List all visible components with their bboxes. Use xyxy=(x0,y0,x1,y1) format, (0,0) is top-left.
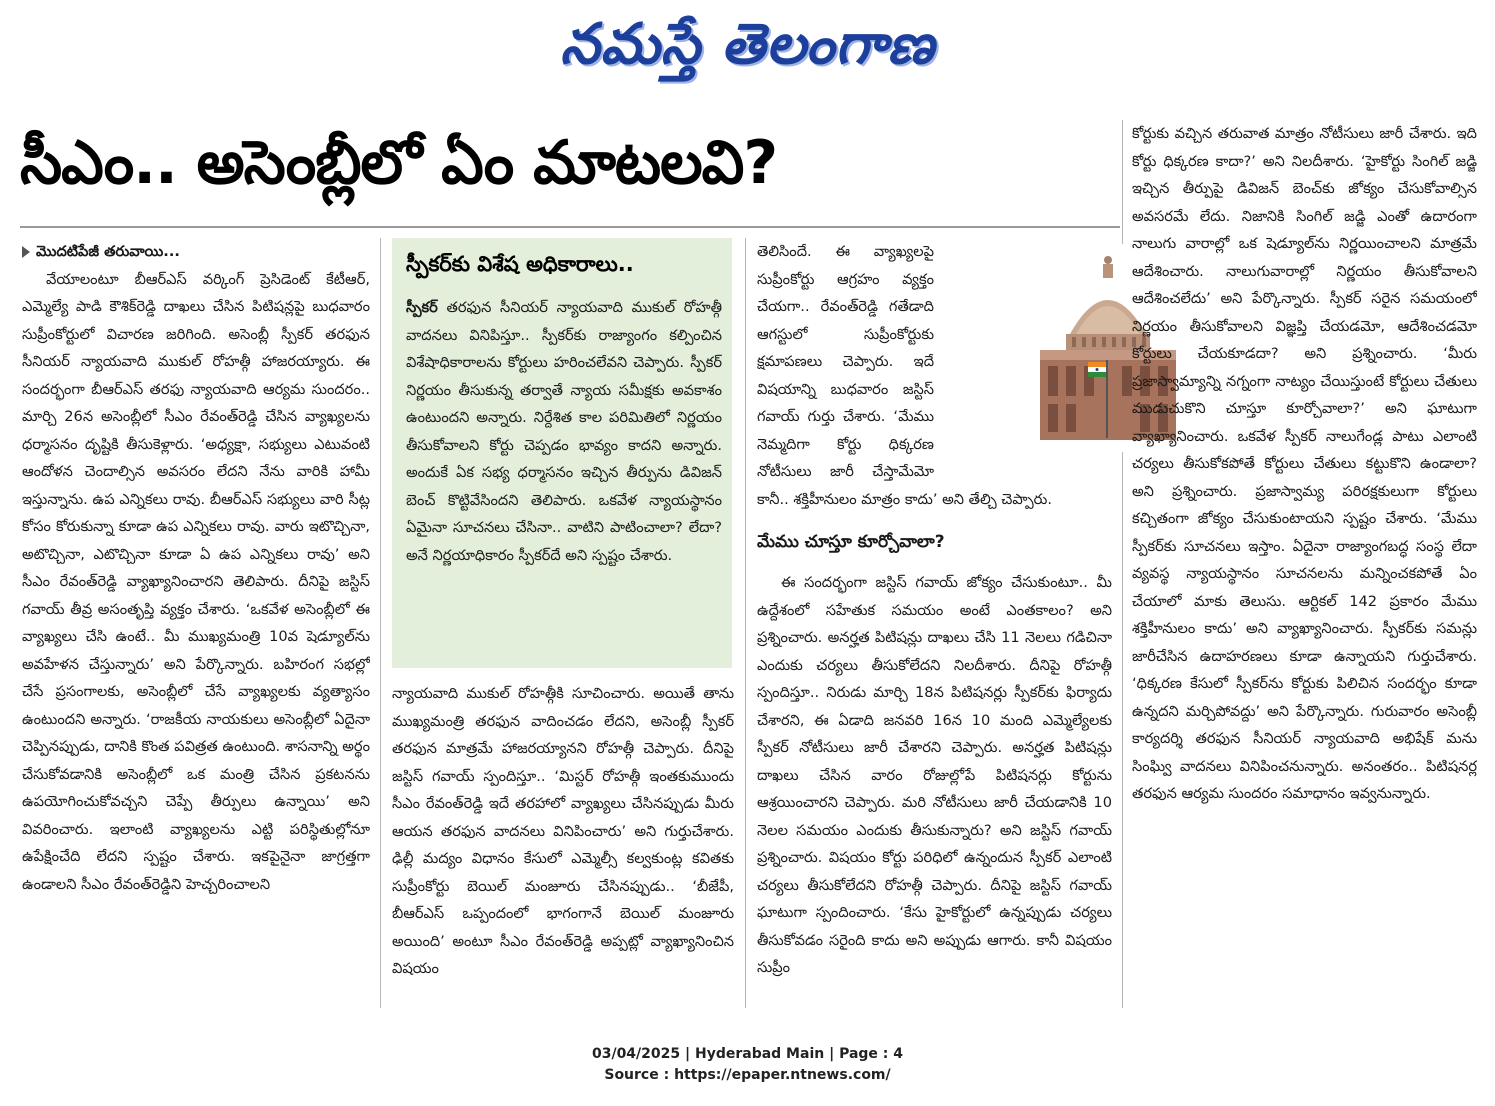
triangle-arrow-icon xyxy=(22,246,30,258)
boxout-paragraph xyxy=(406,294,722,569)
headline-rule xyxy=(20,226,1120,228)
newspaper-logo: నమస్తే తెలంగాణ xyxy=(560,11,935,77)
continuation-kicker xyxy=(22,238,370,266)
page-footer xyxy=(0,1044,1495,1086)
article-paragraph: వేయాలంటూ బీఆర్ఎస్ వర్కింగ్ ప్రెసిడెంట్ కేటీఆర్, ఎమ్మెల్యే పాడి కౌశిక్‌రెడ్డి దాఖలు చేసిన పిటిషన్లపై బుధవారం సుప్రీంకోర్టులో విచారణ జరిగింది. అసెంబ్లీ స్పీకర్ తరఫున సీనియర్ న్యాయవాది ముకుల్ రోహత్గీ హాజరయ్యారు. ఈ సందర్భంగా బీఆర్ఎస్ తరఫు న్యాయవాది ఆర్యమ సుందరం.. మార్చి 26న అసెంబ్లీలో సీఎం రేవంత్‌రెడ్డి చేసిన వ్యాఖ్యలను ధర్మాసనం దృష్టికి తీసుకెళ్లారు. ‘అధ్యక్షా, సభ్యులు ఎటువంటి ఆందోళన చెందాల్సిన అవసరం లేదని నేను వారికి హామీ ఇస్తున్నాను. ఉప ఎన్నికలు రావు. బీఆర్ఎస్ సభ్యులు వారి సీట్ల కోసం కోరుకున్నా కూడా ఉప ఎన్నికలు రావు. వారు ఇటొచ్చినా, అటొచ్చినా, ఎటొచ్చినా కూడా ఏ ఉప ఎన్నికలు రావు’ అని సీఎం రేవంత్‌రెడ్డి వ్యాఖ్యానించారని తెలిపారు. దీనిపై జస్టిస్ గవాయ్ తీవ్ర అసంతృప్తి వ్యక్తం చేశారు. ‘ఒకవేళ అసెంబ్లీలో ఈ వ్యాఖ్యలు చేసి ఉంటే.. మీ ముఖ్యమంత్రి 10వ షెడ్యూల్‌ను అవహేళన చేస్తున్నారు’ అని పేర్కొన్నారు. బహిరంగ సభల్లో చేసే ప్రసంగాలకు, అసెంబ్లీలో చేసే వ్యాఖ్యలకు వ్యత్యాసం ఉంటుందని అన్నారు. ‘రాజకీయ నాయకులు అసెంబ్లీలో ఏదైనా చెప్పినప్పుడు, దానికి కొంత పవిత్రత ఉంటుంది. శాసనాన్ని అర్థం చేసుకోవడానికి అసెంబ్లీలో ఒక మంత్రి చేసిన ప్రకటనను ఉపయోగించుకోవచ్చని చెప్పే తీర్పులు ఉన్నాయి’ అని వివరించారు. ఇలాంటి వ్యాఖ్యలను ఎట్టి పరిస్థితుల్లోనూ ఉపేక్షించేది లేదని స్పష్టం చేశారు. ఇకపైనైనా జాగ్రత్తగా ఉండాలని సీఎం రేవంత్‌రెడ్డిని హెచ్చరించాలని xyxy=(22,270,370,893)
article-paragraph: తెలిసిందే. ఈ వ్యాఖ్యలపై సుప్రీంకోర్టు ఆగ్రహం వ్యక్తం చేయగా.. రేవంత్‌రెడ్డి గతేడాది ఆగస్టులో సుప్రీంకోర్టుకు క్షమాపణలు చెప్పారు. ఇదే విషయాన్ని బుధవారం జస్టిస్ గవాయ్ గుర్తు చేశారు. ‘మేము నెమ్మదిగా కోర్టు ధిక్కరణ నోటీసులు జారీ చేస్తామేమో కానీ.. శక్తిహీనులం మాత్రం కాదు’ అని తేల్చి చెప్పారు. xyxy=(757,243,1052,508)
boxout-text: తరఫున సీనియర్ న్యాయవాది ముకుల్ రోహత్గీ వాదనలు వినిపిస్తూ.. స్పీకర్‌కు రాజ్యాంగం కల్పించిన విశేషాధికారాలను కోర్టులు హరించలేవని చెప్పారు. స్పీకర్ నిర్ణయం తీసుకున్న తర్వాతే న్యాయ సమీక్షకు అవకాశం ఉంటుందని అన్నారు. నిర్దేశిత కాల పరిమితిలో నిర్ణయం తీసుకోవాలని కోర్టు చెప్పడం భావ్యం కాదని అన్నారు. అందుకే ఏక సభ్య ధర్మాసనం ఇచ్చిన తీర్పును డివిజన్ బెంచ్ కొట్టివేసిందని తెలిపారు. ఒకవేళ న్యాయస్థానం ఏమైనా సూచనలు చేసినా.. వాటిని పాటించాలా? లేదా? అనే నిర్ణయాధికారం స్పీకర్‌దే అని స్పష్టం చేశారు. xyxy=(406,299,722,564)
article-column-1 xyxy=(22,238,370,1016)
article-column-4 xyxy=(1132,120,1477,1016)
subheading: మేము చూస్తూ కూర్చోవాలా? xyxy=(757,532,945,552)
column-divider xyxy=(745,238,746,1008)
masthead xyxy=(0,0,1495,100)
kicker-text: మొదటిపేజీ తరువాయి... xyxy=(36,243,180,260)
article-paragraph: కోర్టుకు వచ్చిన తరువాత మాత్రం నోటీసులు జారీ చేశారు. ఇది కోర్టు ధిక్కరణ కాదా?’ అని నిలదీశారు. ‘హైకోర్టు సింగిల్ జడ్జి ఇచ్చిన తీర్పుపై డివిజన్ బెంచ్‌కు జోక్యం చేసుకోవాల్సిన అవసరమే లేదు. నిజానికి సింగిల్ జడ్జి ఎంతో ఉదారంగా నాలుగు వారాల్లో ఒక షెడ్యూల్‌ను నిర్ణయించాలని మాత్రమే ఆదేశించారు. నాలుగువారాల్లో నిర్ణయం తీసుకోవాలని ఆదేశించలేదు’ అని పేర్కొన్నారు. స్పీకర్ సరైన సమయంలో నిర్ణయం తీసుకోవాలని విజ్ఞప్తి చేయడమో, ఆదేశించడమో కోర్టులు చేయకూడదా? అని ప్రశ్నించారు. ‘మీరు ప్రజాస్వామ్యాన్ని నగ్నంగా నాట్యం చేయిస్తుంటే కోర్టులు చేతులు ముడుచుకొని చూస్తూ కూర్చోవాలా?’ అని ఘాటుగా వ్యాఖ్యానించారు. ఒకవేళ స్పీకర్ నాలుగేండ్ల పాటు ఎలాంటి చర్యలు తీసుకోకపోతే కోర్టులు చేతులు కట్టుకొని ఉండాలా? అని ప్రశ్నించారు. ప్రజాస్వామ్య పరిరక్షకులుగా కోర్టులు కచ్చితంగా జోక్యం చేసుకుంటాయని స్పష్టం చేశారు. ‘మేము స్పీకర్‌కు సూచనలు ఇస్తాం. ఏదైనా రాజ్యాంగబద్ధ సంస్థ లేదా వ్యవస్థ న్యాయస్థానం సూచనలను మన్నించకపోతే ఏం చేయాలో మాకు తెలుసు. ఆర్టికల్ 142 ప్రకారం మేము శక్తిహీనులం కాదు’ అని వ్యాఖ్యానించారు. స్పీకర్‌కు సమన్లు జారీచేసిన ఉదాహరణలు కూడా ఉన్నాయని గుర్తుచేశారు. ‘ధిక్కరణ కేసులో స్పీకర్‌ను కోర్టుకు పిలిచిన సందర్భం కూడా ఉన్నదని మర్చిపోవద్దు’ అని పేర్కొన్నారు. గురువారం అసెంబ్లీ కార్యదర్శి తరఫున సీనియర్ న్యాయవాది అభిషేక్ మను సింఘ్వి వాదనలు వినిపించనున్నారు. అనంతరం.. పిటిషనర్ల తరఫున ఆర్యమ సుందరం సమాధానం ఇవ్వనున్నారు. xyxy=(1132,125,1477,802)
headline: సీఎం.. అసెంబ్లీలో ఏం మాటలవి? xyxy=(20,128,778,198)
boxout-title: స్పీకర్‌కు విశేష అధికారాలు.. xyxy=(406,252,634,276)
article-paragraph: న్యాయవాది ముకుల్ రోహత్గీకి సూచించారు. అయితే తాను ముఖ్యమంత్రి తరఫున వాదించడం లేదని, అసెంబ్లీ స్పీకర్ తరఫున మాత్రమే హాజరయ్యానని రోహత్గీ చెప్పారు. దీనిపై జస్టిస్ గవాయ్ స్పందిస్తూ.. ‘మిస్టర్ రోహత్గీ ఇంతకుముందు సీఎం రేవంత్‌రెడ్డి ఇదే తరహాలో వ్యాఖ్యలు చేసినప్పుడు మీరు ఆయన తరఫున వాదనలు వినిపించారు’ అని గుర్తుచేశారు. ఢిల్లీ మద్యం విధానం కేసులో ఎమ్మెల్సీ కల్వకుంట్ల కవితకు సుప్రీంకోర్టు బెయిల్ మంజూరు చేసినప్పుడు.. ‘బీజేపీ, బీఆర్ఎస్ ఒప్పందంలో భాగంగానే బెయిల్ మంజూరు అయింది’ అంటూ సీఎం రేవంత్‌రెడ్డి అప్పట్లో వ్యాఖ్యానించిన విషయం xyxy=(392,685,734,977)
boxout-lead-word: స్పీకర్ xyxy=(406,299,438,316)
boxout-body xyxy=(406,294,722,664)
article-column-2 xyxy=(392,680,734,1016)
column-divider xyxy=(380,238,381,1008)
article-paragraph: ఈ సందర్భంగా జస్టిస్ గవాయ్ జోక్యం చేసుకుంటూ.. మీ ఉద్దేశంలో సహేతుక సమయం అంటే ఎంతకాలం? అని ప్రశ్నించారు. అనర్హత పిటిషన్లు దాఖలు చేసి 11 నెలలు గడిచినా ఎందుకు చర్యలు తీసుకోలేదని నిలదీశారు. దీనిపై రోహత్గీ స్పందిస్తూ.. నిరుడు మార్చి 18న పిటిషనర్లు స్పీకర్‌కు ఫిర్యాదు చేశారని, ఈ ఏడాది జనవరి 16న 10 మంది ఎమ్మెల్యేలకు స్పీకర్ నోటీసులు జారీ చేశారని చెప్పారు. అనర్హత పిటిషన్లు దాఖలు చేసిన వారం రోజుల్లోపే పిటిషనర్లు కోర్టును ఆశ్రయించారని చెప్పారు. మరి నోటీసులు జారీ చేయడానికి 10 నెలల సమయం ఎందుకు తీసుకున్నారు? అని జస్టిస్ గవాయ్ ప్రశ్నించారు. విషయం కోర్టు పరిధిలో ఉన్నందున స్పీకర్ ఎలాంటి చర్యలు తీసుకోలేదని రోహత్గీ చెప్పారు. దీనిపై జస్టిస్ గవాయ్ ఘాటుగా స్పందించారు. ‘కేసు హైకోర్టులో ఉన్నప్పుడు చర్యలు తీసుకోవడం సరైంది కాదు అని అప్పుడు ఆగారు. కానీ విషయం సుప్రీం xyxy=(757,574,1112,976)
source-link[interactable]: Source : https://epaper.ntnews.com/ xyxy=(604,1067,891,1083)
edition-info: 03/04/2025 | Hyderabad Main | Page : 4 xyxy=(591,1046,904,1062)
sidebar-boxout xyxy=(392,238,732,668)
